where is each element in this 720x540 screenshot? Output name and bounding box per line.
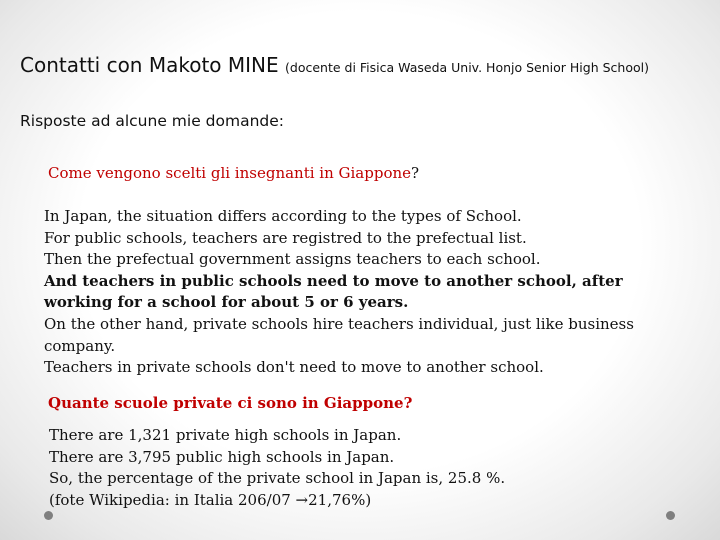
question-1	[48, 164, 419, 182]
title-main: Contatti con Makoto MINE	[20, 53, 279, 77]
answer-1-line: On the other hand, private schools hire teachers individual, just like business	[44, 314, 634, 333]
decorative-dot-icon	[666, 511, 675, 520]
answer-2-line: There are 3,795 public high schools in Japan.	[49, 447, 395, 466]
decorative-dot-icon	[44, 511, 53, 520]
answer-1-line: company.	[44, 336, 116, 355]
answer-1-line: For public schools, teachers are registred to the prefectual list.	[44, 228, 527, 247]
answer-1-line: In Japan, the situation differs according to the types of School.	[44, 207, 522, 225]
answer-2-line: There are 1,321 private high schools in Japan.	[49, 426, 402, 444]
answer-2-line: (fote Wikipedia: in Italia 206/07 →21,76%)	[49, 490, 372, 509]
answer-2	[49, 425, 505, 511]
answer-1-line: Then the prefectual government assigns teachers to each school.	[44, 250, 541, 269]
answer-1	[44, 206, 634, 379]
title-subtitle: (docente di Fisica Waseda Univ. Honjo Senior High School)	[285, 60, 649, 75]
answer-1-line: Teachers in private schools don't need to move to another school.	[44, 358, 544, 377]
question-1-text: Come vengono scelti gli insegnanti in Giappone	[48, 164, 412, 182]
answer-1-line-bold: working for a school for about 5 or 6 years.	[44, 293, 409, 312]
intro-text: Risposte ad alcune mie domande:	[20, 112, 284, 130]
answer-1-line-bold: And teachers in public schools need to move to another school, after	[44, 271, 623, 290]
slide-title	[20, 53, 649, 77]
question-2: Quante scuole private ci sono in Giappone?	[48, 394, 413, 412]
answer-2-line: So, the percentage of the private school in Japan is, 25.8 %.	[49, 469, 506, 488]
question-1-mark: ?	[411, 164, 420, 182]
